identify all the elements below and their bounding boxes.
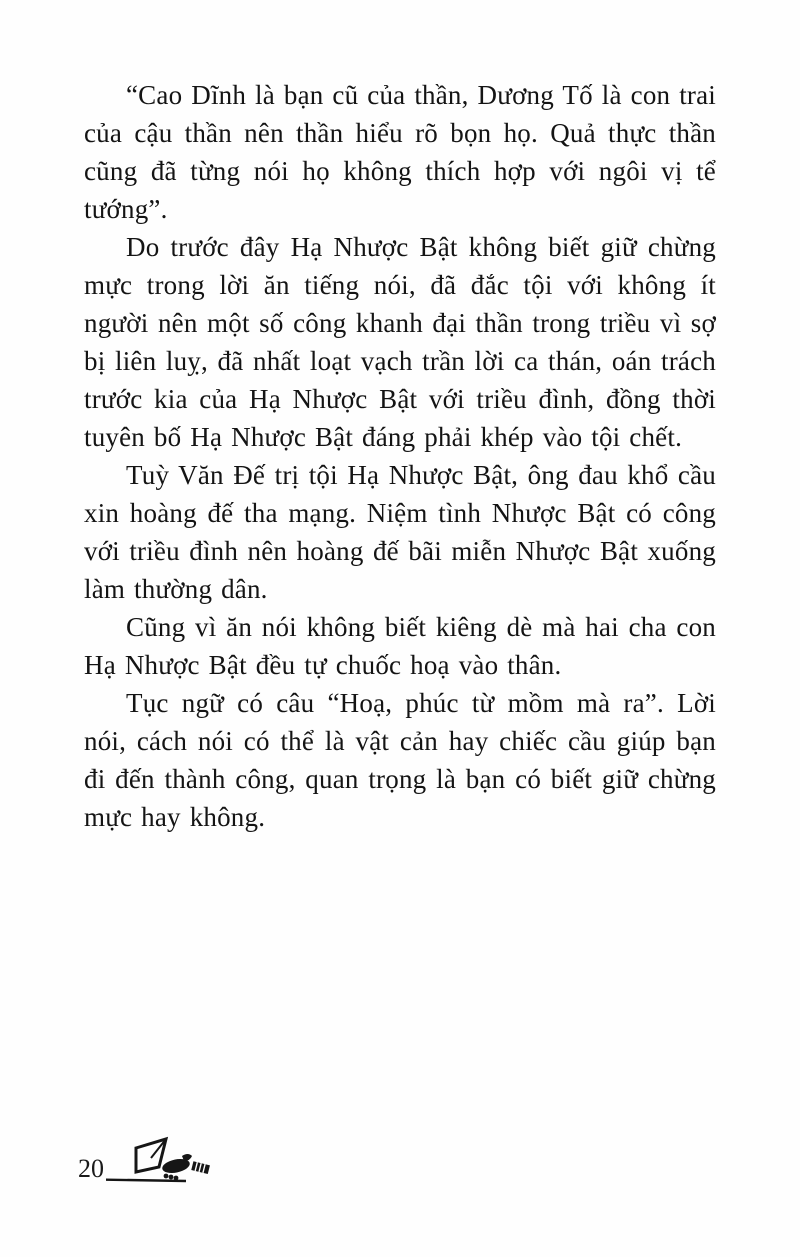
page-number: 20: [78, 1154, 104, 1183]
page-footer: [78, 1136, 216, 1188]
reading-figure-ornament-icon: [106, 1136, 216, 1188]
paragraph-quote: “Cao Dĩnh là bạn cũ của thần, Dương Tố là con trai của cậu thần nên thần hiểu rõ bọn họ. Quả thực thần cũng đã từng nói họ không thích hợp với ngôi vị tể tướng”.: [84, 80, 716, 224]
paragraph-5: Tục ngữ có câu “Hoạ, phúc từ mồm mà ra”. Lời nói, cách nói có thể là vật cản hay chiếc cầu giúp bạn đi đến thành công, quan trọng là bạn có biết giữ chừng mực hay không.: [84, 688, 716, 832]
paragraph-4: Cũng vì ăn nói không biết kiêng dè mà hai cha con Hạ Nhược Bật đều tự chuốc hoạ vào thân.: [84, 612, 716, 680]
body-text: [84, 76, 716, 836]
paragraph-3: Tuỳ Văn Đế trị tội Hạ Nhược Bật, ông đau khổ cầu xin hoàng đế tha mạng. Niệm tình Nhược Bật có công với triều đình nên hoàng đế bãi miễn Nhược Bật xuống làm thường dân.: [84, 460, 716, 604]
paragraph-2: Do trước đây Hạ Nhược Bật không biết giữ chừng mực trong lời ăn tiếng nói, đã đắc tội với không ít người nên một số công khanh đại thần trong triều vì sợ bị liên luỵ, đã nhất loạt vạch trần lời ca thán, oán trách trước kia của Hạ Nhược Bật với triều đình, đồng thời tuyên bố Hạ Nhược Bật đáng phải khép vào tội chết.: [84, 232, 716, 452]
